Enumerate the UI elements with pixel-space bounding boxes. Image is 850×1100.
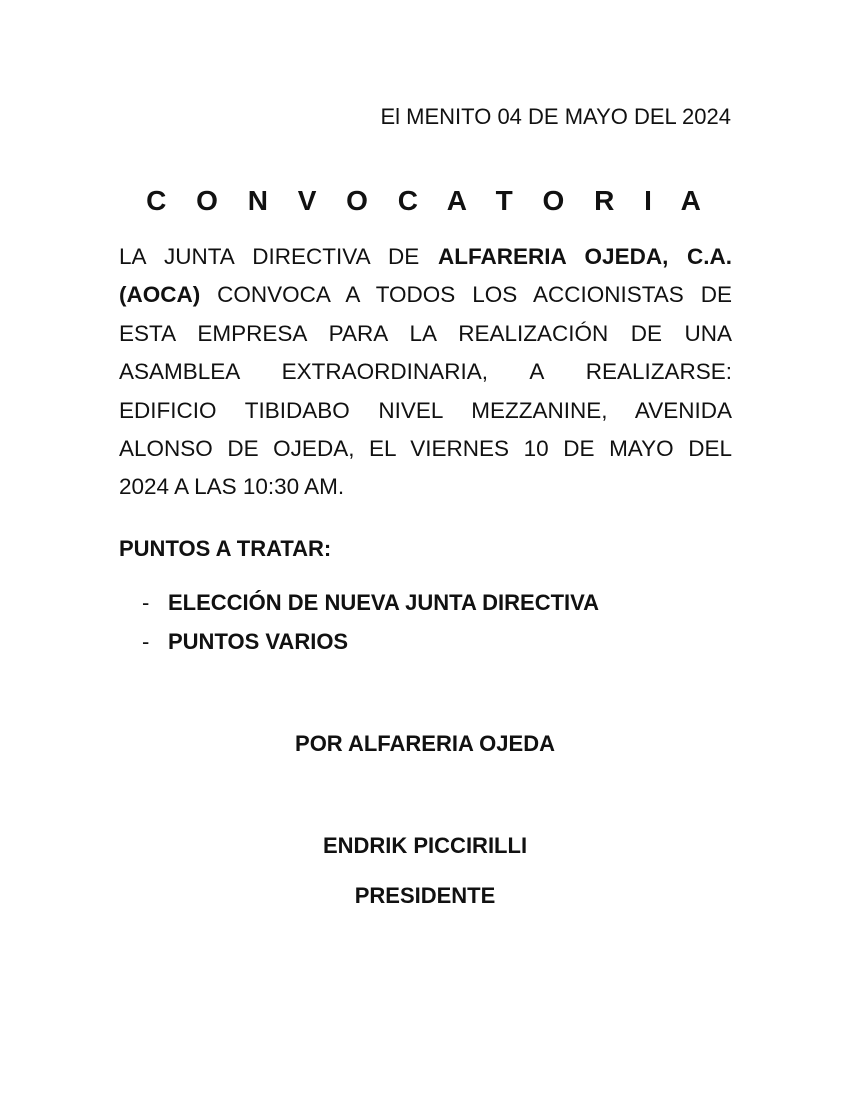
body-line-2 xyxy=(119,276,732,314)
body-line-4: ASAMBLEA EXTRAORDINARIA, A REALIZARSE: xyxy=(119,359,732,385)
list-item-text: PUNTOS VARIOS xyxy=(168,629,349,654)
signature-name: ENDRIK PICCIRILLI xyxy=(322,833,528,858)
body-line-2-text: CONVOCA A TODOS LOS ACCIONISTAS DE xyxy=(200,282,732,308)
company-name-bold: ALFARERIA OJEDA, C.A. xyxy=(437,244,732,269)
body-line-3: ESTA EMPRESA PARA LA REALIZACIÓN DE UNA xyxy=(119,320,732,346)
company-acronym-bold: (AOCA) xyxy=(119,282,201,308)
points-list xyxy=(142,583,599,661)
body-line-5: EDIFICIO TIBIDABO NIVEL MEZZANINE, AVENIDA xyxy=(119,397,732,423)
list-item-text: ELECCIÓN DE NUEVA JUNTA DIRECTIVA xyxy=(168,590,600,615)
list-item xyxy=(142,583,599,622)
signature-company: POR ALFARERIA OJEDA xyxy=(295,731,555,756)
body-line-1-text: LA JUNTA DIRECTIVA DE xyxy=(119,244,438,269)
date-line: El MENITO 04 DE MAYO DEL 2024 xyxy=(380,104,731,129)
body-line-7: 2024 A LAS 10:30 AM. xyxy=(119,474,345,500)
body-line-6: ALONSO DE OJEDA, EL VIERNES 10 DE MAYO DEL xyxy=(119,436,732,462)
list-item xyxy=(142,622,599,661)
document-title: C O N V O C A T O R I A xyxy=(146,185,712,216)
points-heading: PUNTOS A TRATAR: xyxy=(119,536,332,561)
body-line-1 xyxy=(119,238,732,276)
convocation-body xyxy=(119,238,732,507)
list-dash: - xyxy=(142,629,150,654)
list-dash: - xyxy=(142,590,150,615)
signature-role: PRESIDENTE xyxy=(354,883,496,908)
